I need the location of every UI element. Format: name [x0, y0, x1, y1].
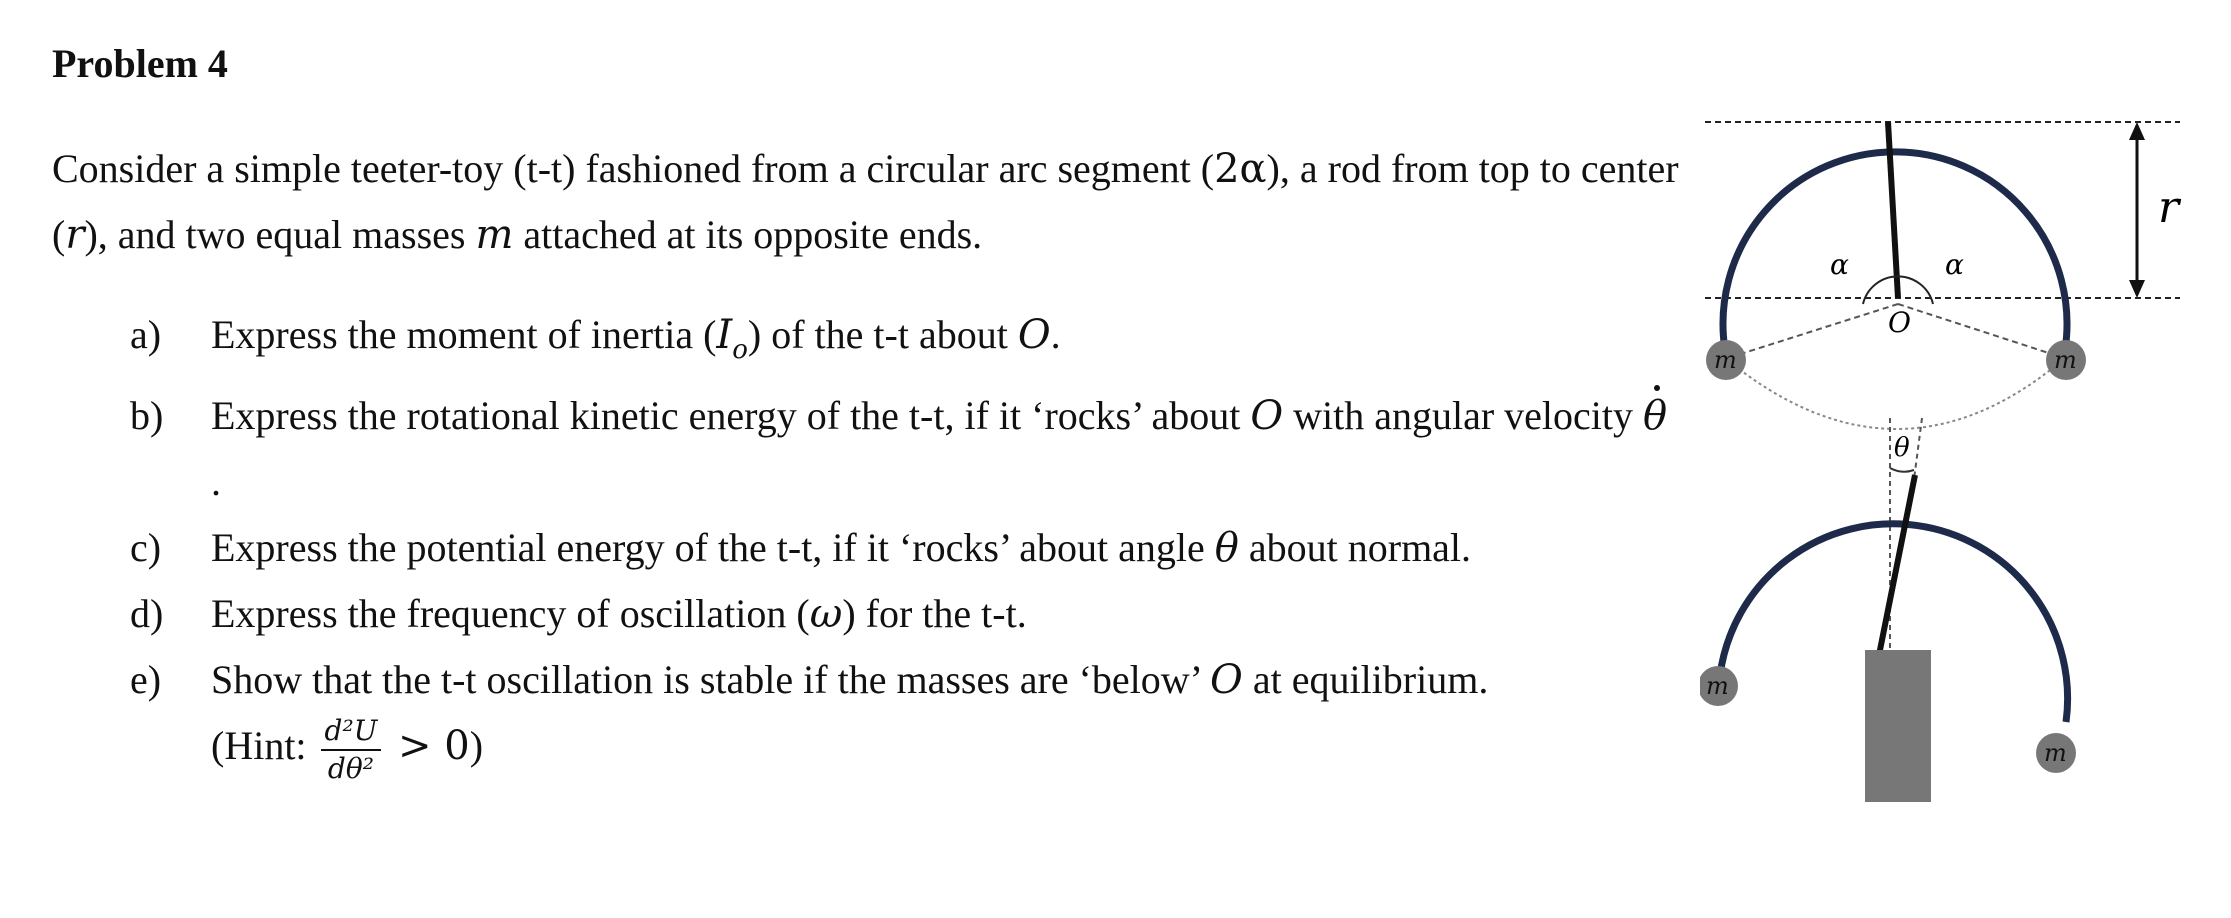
top-left-mass-label: m — [1714, 346, 1737, 374]
hint-inequality: > 0 — [385, 723, 470, 769]
intro-text-4: attached at its opposite ends. — [513, 212, 983, 257]
part-a-text-3: . — [1050, 312, 1061, 357]
part-e-hint-close: ) — [469, 723, 484, 768]
intro-text-1: Consider a simple teeter-toy (t-t) fashioned from a circular arc segment ( — [52, 146, 1215, 191]
part-b-letter: b) — [130, 393, 164, 438]
part-a-math-sub-o: o — [732, 335, 748, 365]
part-a-text-2: ) of the t-t about — [747, 312, 1018, 357]
alpha-left-label: α — [1830, 248, 1849, 281]
part-a-math-O: O — [1017, 312, 1051, 358]
part-a-text — [211, 302, 1671, 383]
part-a — [0, 302, 1700, 383]
hint-fraction — [321, 715, 382, 785]
part-c-math-theta: θ — [1214, 525, 1239, 571]
part-d-letter: d) — [130, 591, 164, 636]
hint-fraction-denominator: dθ² — [327, 751, 374, 785]
r-label: r — [2158, 182, 2180, 233]
hint-fraction-numerator: d²U — [321, 715, 382, 751]
part-a-math-I: I — [716, 312, 733, 358]
center-O-label: O — [1888, 306, 1911, 339]
part-e-hint — [211, 713, 484, 785]
part-e — [0, 647, 1700, 785]
part-c-letter: c) — [130, 525, 162, 570]
alpha-right-label: α — [1945, 248, 1964, 281]
part-b-text-2: with angular velocity — [1283, 393, 1644, 438]
part-c — [0, 515, 1700, 581]
part-e-text-1: Show that the t-t oscillation is stable if the masses are ‘below’ — [211, 657, 1211, 702]
intro-text-3: ), and two equal masses — [84, 212, 476, 257]
part-e-hint-open: (Hint: — [211, 723, 317, 768]
part-c-text-1: Express the potential energy of the t-t, if it ‘rocks’ about angle — [211, 525, 1215, 570]
part-d-text-2: ) for the t-t. — [842, 591, 1027, 636]
part-d — [0, 581, 1700, 647]
part-c-text — [211, 515, 1671, 581]
part-e-text — [211, 647, 1671, 785]
intro-math-2alpha: 2α — [1214, 146, 1267, 192]
part-e-letter: e) — [130, 657, 162, 702]
teeter-toy-diagram — [1700, 100, 2200, 820]
problem-parts-list — [0, 302, 1700, 785]
part-b-text — [211, 383, 1671, 515]
part-d-text — [211, 581, 1671, 647]
dashed-line-right-mass — [1898, 304, 2064, 358]
dashed-line-left-mass — [1728, 304, 1898, 358]
r-arrow-head-top — [2129, 122, 2145, 140]
part-b-text-1: Express the rotational kinetic energy of the t-t, if it ‘rocks’ about — [211, 393, 1251, 438]
part-d-text-1: Express the frequency of oscillation ( — [211, 591, 810, 636]
bottom-rod — [1878, 475, 1915, 660]
part-b-math-O: O — [1250, 393, 1284, 439]
support-pedestal — [1865, 650, 1931, 802]
intro-text-2: ), a rod from top to center ( — [52, 146, 1679, 257]
part-b-text-3: . — [211, 459, 221, 504]
part-e-math-O: O — [1210, 657, 1243, 703]
part-a-text-1: Express the moment of inertia ( — [211, 312, 717, 357]
part-a-letter: a) — [130, 312, 162, 357]
theta-label: θ — [1894, 433, 1910, 463]
intro-math-r: r — [65, 212, 85, 258]
intro-math-m: m — [475, 212, 514, 258]
part-c-text-2: about normal. — [1238, 525, 1472, 570]
theta-angle-arc — [1890, 468, 1914, 472]
part-e-text-2: at equilibrium. — [1242, 657, 1489, 702]
problem-title: Problem 4 — [52, 41, 228, 86]
part-b-math-theta-dot: θ — [1643, 383, 1667, 449]
lower-dotted-arc — [1725, 358, 2065, 429]
part-d-math-omega: ω — [809, 591, 843, 637]
part-b — [0, 383, 1700, 515]
bottom-right-mass-label: m — [2044, 739, 2067, 767]
problem-intro — [52, 136, 1692, 268]
bottom-left-mass-label: m — [1706, 672, 1729, 700]
top-right-mass-label: m — [2054, 346, 2077, 374]
r-arrow-head-bottom — [2129, 280, 2145, 298]
